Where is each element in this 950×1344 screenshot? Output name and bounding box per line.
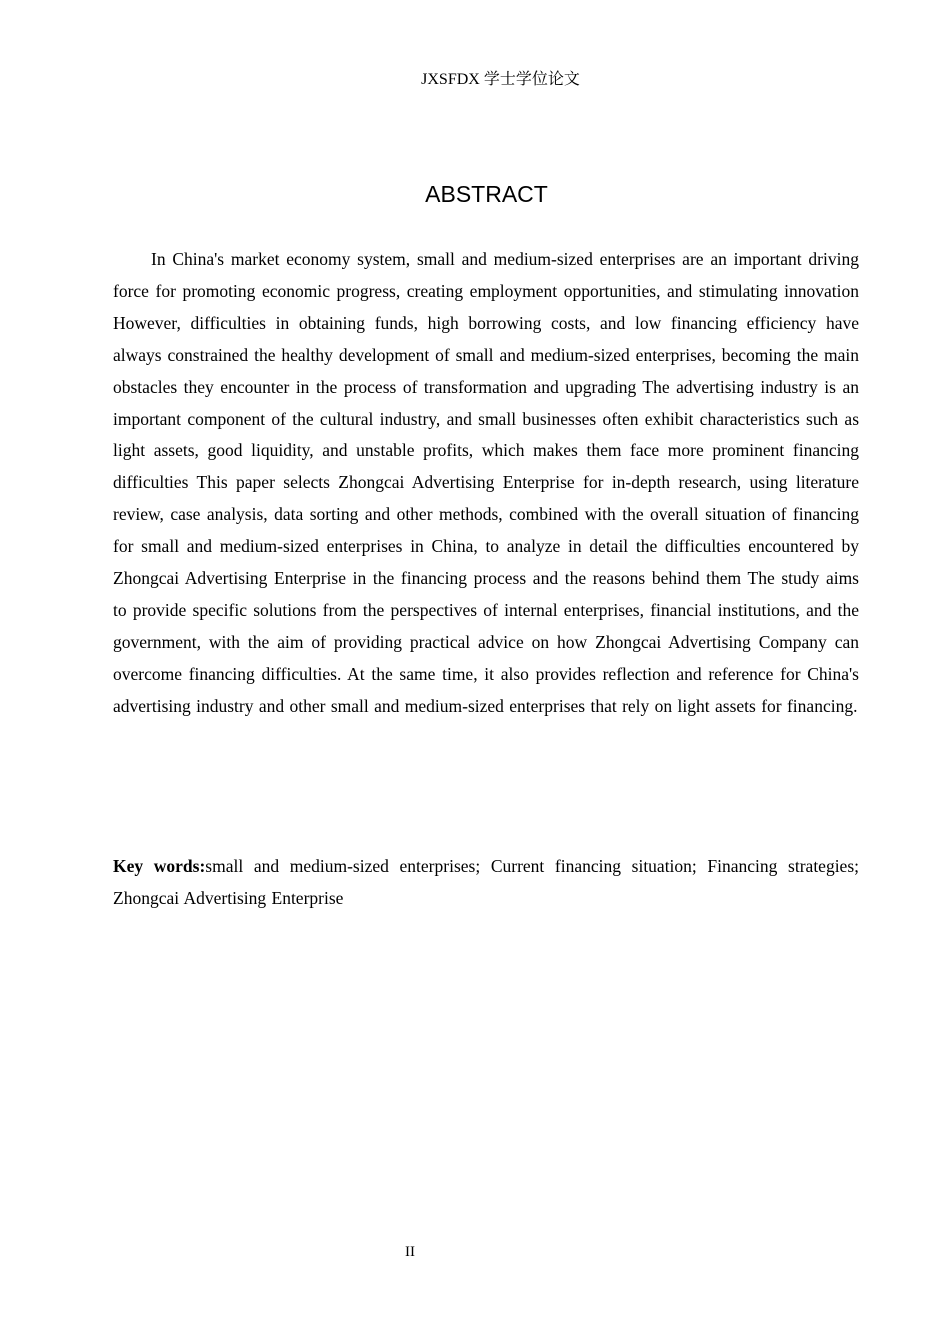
keywords-text: small and medium-sized enterprises; Current financing situation; Financing strategies; Zhongcai Advertising Enterprise <box>113 856 859 908</box>
page-header: JXSFDX 学士学位论文 <box>421 71 580 88</box>
keywords-paragraph <box>113 851 859 915</box>
keywords-label: Key words: <box>113 856 206 876</box>
page-number: II <box>405 1244 415 1260</box>
abstract-title: ABSTRACT <box>425 181 548 207</box>
abstract-body: In China's market economy system, small and medium-sized enterprises are an important driving force for promoting economic progress, creating employment opportunities, and stimulating innovation However, difficulties in obtaining funds, high borrowing costs, and low financing efficiency have always constrained the healthy development of small and medium-sized enterprises, becoming the main obstacles they encounter in the process of transformation and upgrading The advertising industry is an important component of the cultural industry, and small businesses often exhibit characteristics such as light assets, good liquidity, and unstable profits, which makes them face more prominent financing difficulties This paper selects Zhongcai Advertising Enterprise for in-depth research, using literature review, case analysis, data sorting and other methods, combined with the overall situation of financing for small and medium-sized enterprises in China, to analyze in detail the difficulties encountered by Zhongcai Advertising Enterprise in the financing process and the reasons behind them The study aims to provide specific solutions from the perspectives of internal enterprises, financial institutions, and the government, with the aim of providing practical advice on how Zhongcai Advertising Company can overcome financing difficulties. At the same time, it also provides reflection and reference for China's advertising industry and other small and medium-sized enterprises that rely on light assets for financing. <box>113 249 859 716</box>
